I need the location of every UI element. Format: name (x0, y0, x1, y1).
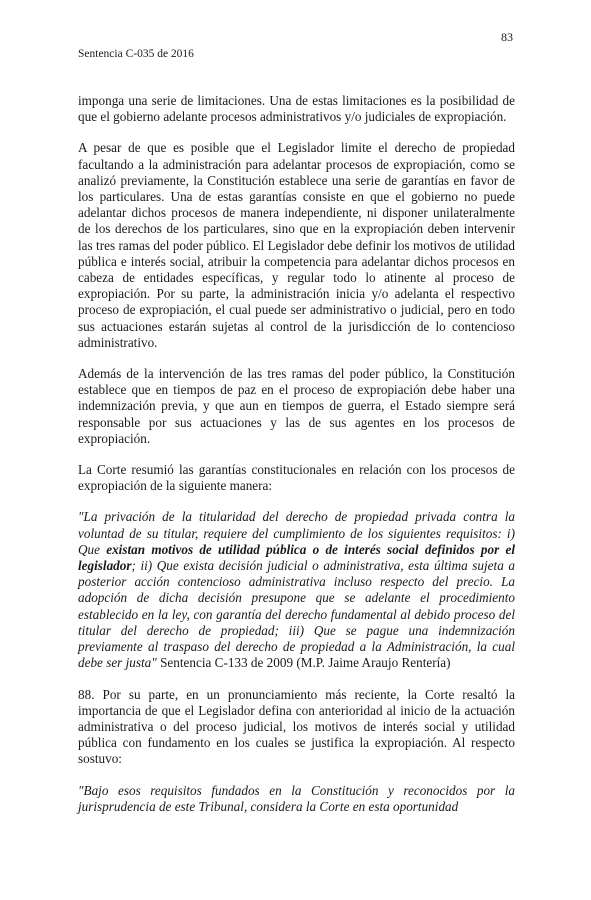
running-header: Sentencia C-035 de 2016 (78, 48, 194, 60)
quote-1-text-a: "La privación de la titularidad del derecho de propiedad privada contra la voluntad de su titular, requiere del cumplimiento de los siguientes requisitos: i) Que (78, 509, 515, 557)
quote-1-citation: Sentencia C-133 de 2009 (M.P. Jaime Araujo Rentería) (156, 655, 451, 671)
document-body (78, 93, 515, 830)
block-quote-2: "Bajo esos requisitos fundados en la Constitución y reconocidos por la jurisprudencia de este Tribunal, considera la Corte en esta oportunidad (78, 782, 515, 814)
block-quote-1 (78, 509, 515, 671)
paragraph-1: imponga una serie de limitaciones. Una de estas limitaciones es la posibilidad de que el gobierno adelante procesos administrativos y/o judiciales de expropiación. (78, 93, 515, 125)
page-number: 83 (501, 30, 513, 44)
quote-1-emphasis: existan motivos de utilidad pública o de interés social definidos por el legislador (78, 541, 515, 574)
paragraph-4: La Corte resumió las garantías constitucionales en relación con los procesos de expropiación de la siguiente manera: (78, 462, 515, 494)
quote-1-text-b: ; ii) Que exista decisión judicial o administrativa, esta última sujeta a posterior acción contencioso administrativa incluso respecto del precio. La adopción de dicha decisión presupone que se adelante el procedimiento establecido en la ley, con garantía del derecho fundamental al debido proceso del titular del derecho de propiedad; iii) Que se pague una indemnización previamente al traspaso del derecho de propiedad a la Administración, la cual debe ser justa" (78, 558, 515, 671)
paragraph-3: Además de la intervención de las tres ramas del poder público, la Constitución establece que en tiempos de paz en el proceso de expropiación debe haber una indemnización previa, y que aun en tiempos de guerra, el Estado siempre será responsable por sus actuaciones y las de sus agentes en los procesos de expropiación. (78, 366, 515, 446)
paragraph-88: 88. Por su parte, en un pronunciamiento más reciente, la Corte resaltó la importancia de que el Legislador defina con anterioridad al inicio de la actuación administrativa o del proceso judicial, los motivos de interés social y utilidad pública con fundamento en los cuales se justifica la expropiación. Al respecto sostuvo: (78, 686, 515, 767)
paragraph-2: A pesar de que es posible que el Legislador limite el derecho de propiedad facultando a la administración para adelantar procesos de expropiación, como se analizó previamente, la Constitución establece una serie de garantías en favor de los particulares. Una de estas garantías consiste en que el gobierno no puede adelantar dichos procesos de manera independiente, ni disponer unilateralmente de los derechos de los particulares, sino que en la expropiación deben intervenir las tres ramas del poder público. El Legislador debe definir los motivos de utilidad pública e interés social, atribuir la competencia para adelantar dichos procesos en cabeza de entidades específicas, y regular todo lo atinente al proceso de expropiación. Por su parte, la administración inicia y/o adelanta el respectivo proceso de expropiación, el cual puede ser administrativo o judicial, pero en todo sus actuaciones estarán sujetas al control de la jurisdicción de lo contencioso administrativo. (78, 140, 515, 350)
